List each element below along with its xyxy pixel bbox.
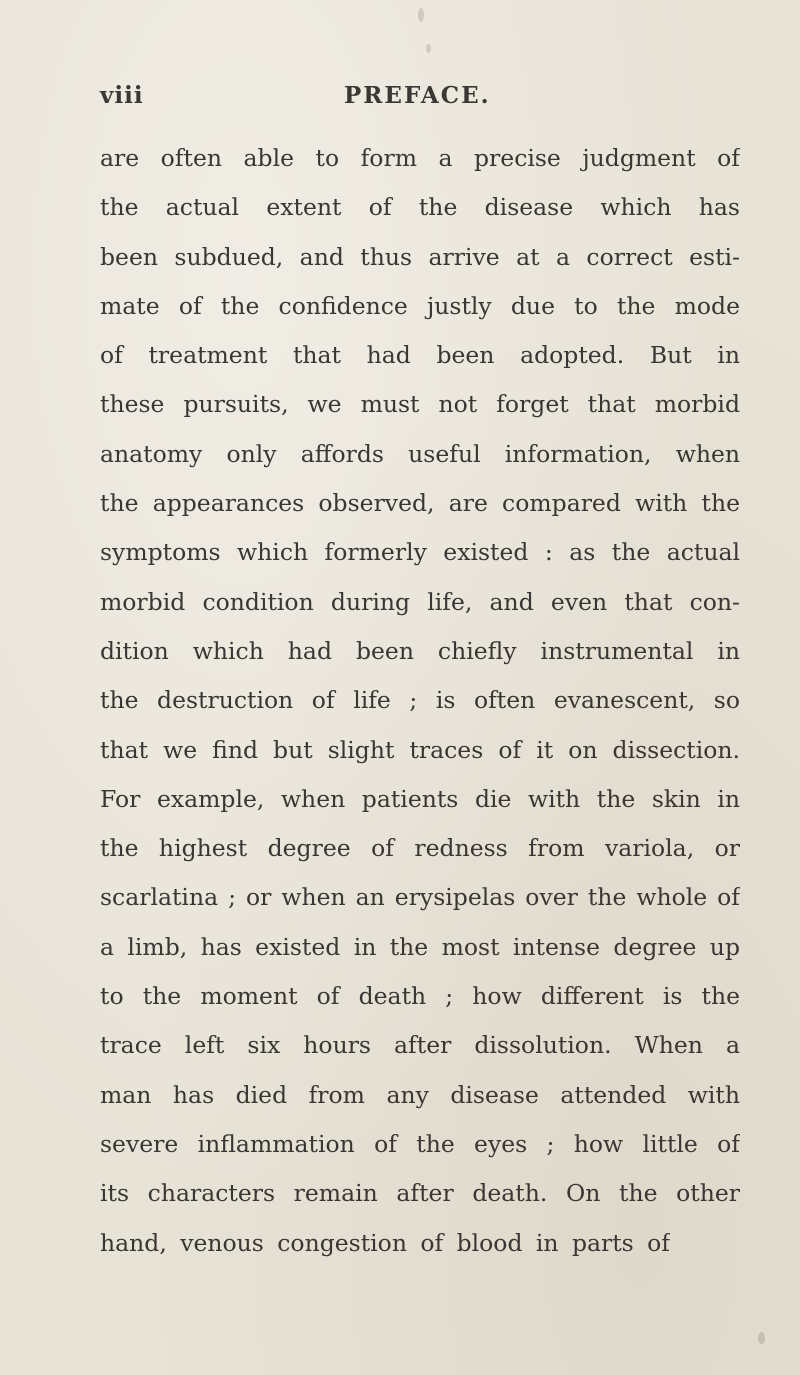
paper-speck — [758, 1332, 765, 1344]
text-line: severe inflammation of the eyes ; how little of — [100, 1129, 740, 1158]
paper-speck — [418, 8, 424, 22]
text-line: to the moment of death ; how different is the — [100, 982, 740, 1011]
text-line: the appearances observed, are compared with the — [100, 489, 740, 518]
text-line: the destruction of life ; is often evanescent, so — [100, 686, 740, 715]
text-line: trace left six hours after dissolution. When a — [100, 1031, 740, 1060]
text-line: symptoms which formerly existed : as the actual — [100, 538, 740, 567]
text-line: For example, when patients die with the skin in — [100, 784, 740, 813]
text-line: mate of the confidence justly due to the mode — [100, 291, 740, 320]
paper-speck — [426, 44, 431, 53]
text-line: of treatment that had been adopted. But in — [100, 341, 740, 370]
text-line: these pursuits, we must not forget that morbid — [100, 390, 740, 419]
text-line: that we find but slight traces of it on dissection. — [100, 735, 740, 764]
page-number: viii — [100, 82, 144, 109]
text-line: been subdued, and thus arrive at a correct esti- — [100, 242, 740, 271]
text-line: morbid condition during life, and even that con- — [100, 587, 740, 616]
text-line: scarlatina ; or when an erysipelas over the whole of — [100, 883, 740, 912]
page-header — [100, 82, 740, 122]
text-line: hand, venous congestion of blood in parts of — [100, 1228, 670, 1257]
text-line: man has died from any disease attended with — [100, 1080, 740, 1109]
text-line: dition which had been chiefly instrumental in — [100, 636, 740, 665]
running-head: PREFACE. — [344, 82, 491, 109]
text-line: anatomy only affords useful information, when — [100, 439, 740, 468]
text-line: the highest degree of redness from variola, or — [100, 834, 740, 863]
text-line: are often able to form a precise judgment of — [100, 144, 740, 172]
text-line: its characters remain after death. On the other — [100, 1179, 740, 1208]
text-line: the actual extent of the disease which has — [100, 193, 740, 222]
body-text — [100, 134, 740, 1268]
text-line: a limb, has existed in the most intense degree up — [100, 932, 740, 961]
